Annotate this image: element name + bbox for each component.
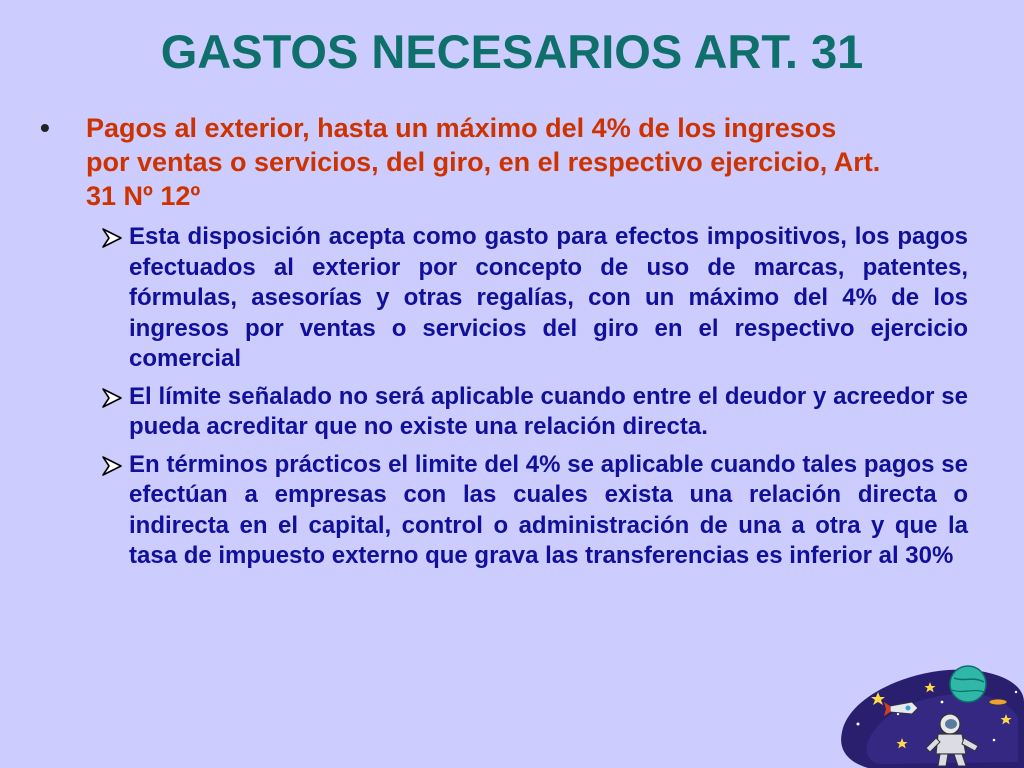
main-bullet xyxy=(40,111,920,213)
sub-bullet-item xyxy=(100,222,968,375)
sub-bullet-text: Esta disposición acepta como gasto para efectos impositivos, los pagos efectuados al exterior por concepto de uso de marcas, patentes, fórmulas, asesorías y otras regalías, con un máximo del 4% de los ingresos por ventas o servicios del giro en el respectivo ejercicio comercial xyxy=(129,223,968,372)
sub-bullet-list xyxy=(100,222,968,579)
sub-bullet-item xyxy=(100,450,968,572)
bullet-dot-icon: • xyxy=(40,112,50,143)
space-astronaut-clipart xyxy=(838,662,1024,768)
arrow-bullet-icon xyxy=(100,382,129,443)
arrow-bullet-icon xyxy=(100,450,129,572)
main-bullet-text: Pagos al exterior, hasta un máximo del 4% de los ingresos por ventas o servicios, del giro, en el respectivo ejercicio, Art. 31 Nº 12º xyxy=(86,113,881,211)
sub-bullet-text: El límite señalado no será aplicable cuando entre el deudor y acreedor se pueda acreditar que no existe una relación directa. xyxy=(129,382,968,440)
arrow-bullet-icon xyxy=(100,222,129,375)
slide-title: GASTOS NECESARIOS ART. 31 xyxy=(160,25,864,78)
saucer-icon xyxy=(989,699,1007,705)
sub-bullet-text: En términos prácticos el limite del 4% se aplicable cuando tales pagos se efectúan a empresas con las cuales exista una relación directa o indirecta en el capital, control o administración de una a otra y que la tasa de impuesto externo que grava las transferencias es inferior al 30% xyxy=(129,450,968,569)
sub-bullet-item xyxy=(100,382,968,443)
planet-icon xyxy=(950,666,986,702)
